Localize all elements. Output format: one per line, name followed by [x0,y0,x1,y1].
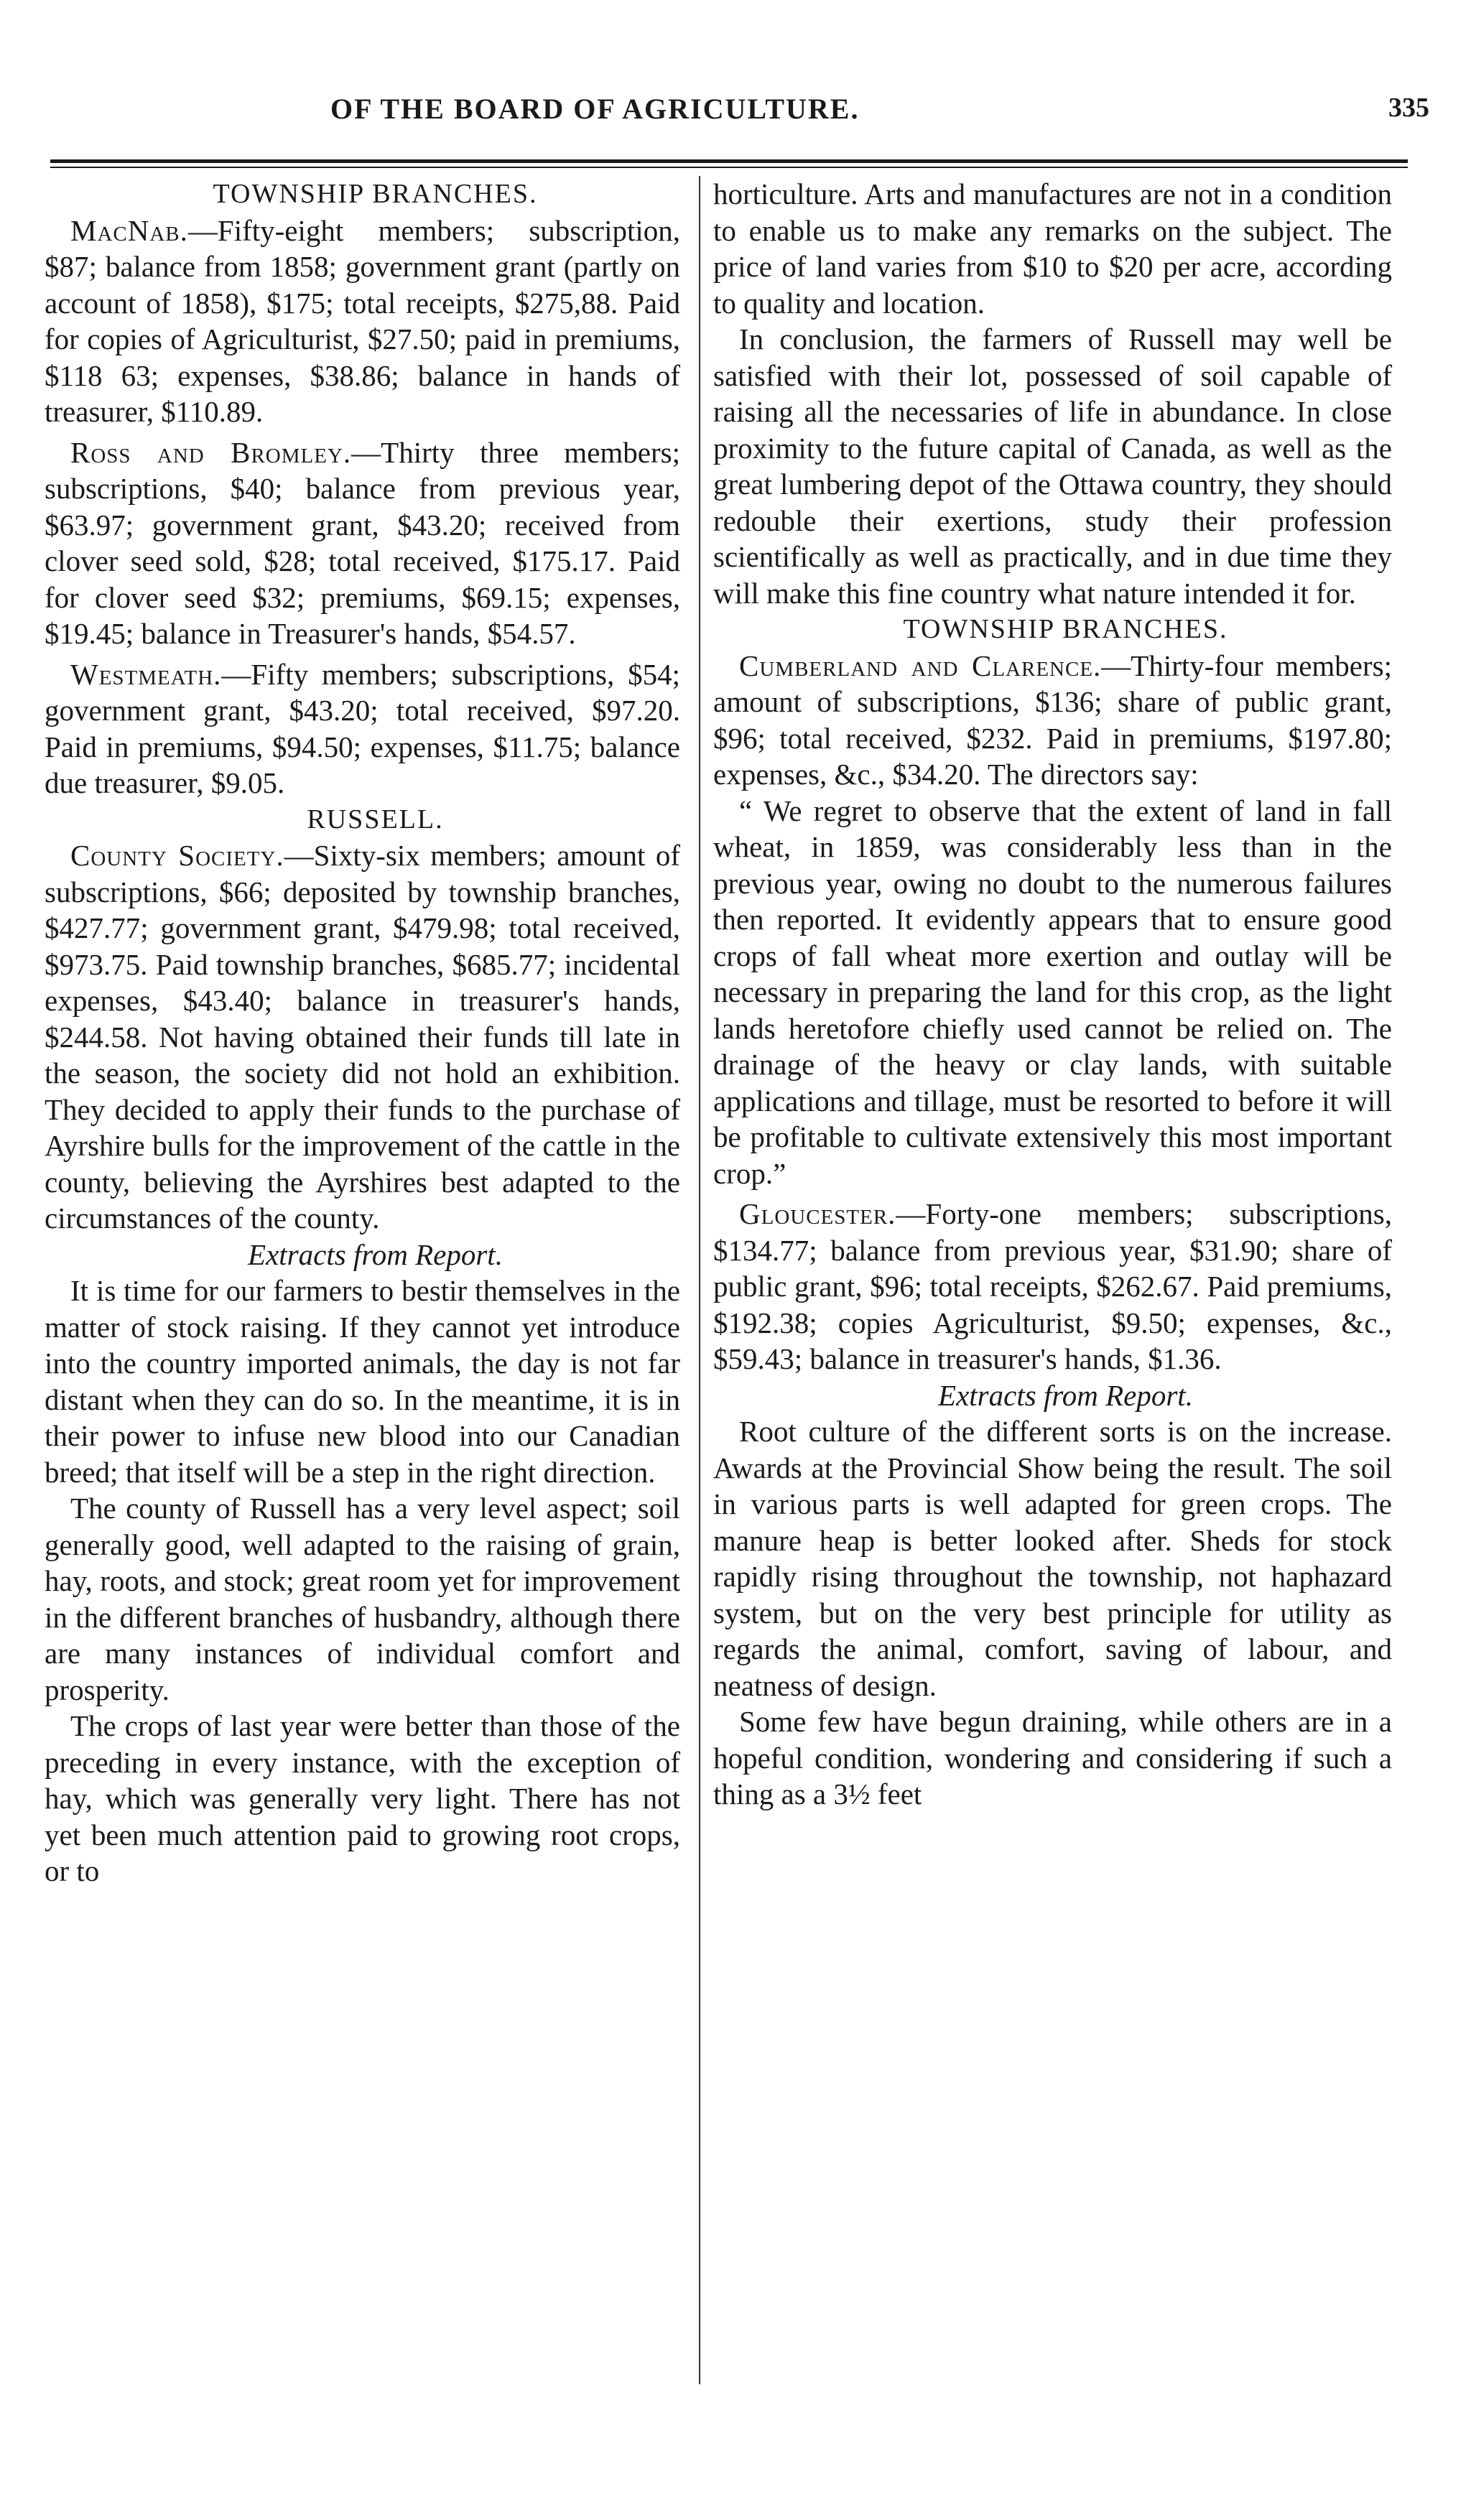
section-heading-township-branches: TOWNSHIP BRANCHES. [903,614,1228,644]
county-society-entry [45,837,680,1237]
ross-bromley-lead: Ross and Bromley. [70,435,352,469]
ross-bromley-entry [45,434,680,652]
section-heading-township-branches: TOWNSHIP BRANCHES. [213,179,538,209]
paragraph: It is time for our farmers to bestir themselves in the matter of stock raising. If they cannot yet introduce into the country imported animals, the day is not far distant when they can do so. In the meantime, it is in their power to infuse new blood into our Canadian breed; that itself will be a step in the right direction. [45,1274,680,1489]
county-society-text: —Sixty-six members; amount of subscriptions, $66; deposited by township branches, $427.77; government grant, $479.98; total received, $973.75. Paid township branches, $685.77; incidental expenses, $43.40; balance in treasurer's hands, $244.58. Not having obtained their funds till late in the season, the society did not hold an exhibition. They decided to apply their funds to the purchase of Ayrshire bulls for the improvement of the cattle in the county, believing the Ayrshires best adapted to the circumstances of the county. [45,839,680,1235]
macnab-text: —Fifty-eight members; subscription, $87; balance from 1858; government grant (partly on account of 1858), $175; total receipts, $275,88. Paid for copies of Agriculturist, $27.50; paid in premiums, $118 63; expenses, $38.86; balance in hands of treasurer, $110.89. [45,213,680,428]
running-title: OF THE BOARD OF AGRICULTURE. [330,93,860,125]
right-column [713,176,1392,1813]
paragraph: The crops of last year were better than those of the preceding in every instance, with the exception of hay, which was generally very light. There has not yet been much attention paid to growing root crops, or to [45,1709,680,1887]
macnab-entry [45,213,680,430]
page-number: 335 [1388,93,1429,123]
extracts-heading: Extracts from Report. [248,1237,503,1271]
gloucester-lead: Gloucester. [739,1197,896,1230]
gloucester-entry [713,1196,1392,1377]
column-divider [699,176,700,2384]
ross-bromley-text: —Thirty three members; subscriptions, $40; balance from previous year, $63.97; government grant, $43.20; received from clover seed sold, $28; total received, $175.17. Paid for clover seed $32; premiums, $69.15; expenses, $19.45; balance in Treasurer's hands, $54.57. [45,435,680,650]
paragraph-continued: horticulture. Arts and manufactures are not in a condition to enable us to make any remarks on the subject. The price of land varies from $10 to $20 per acre, according to quality and location. [713,177,1392,320]
section-heading-russell: RUSSELL. [307,804,444,834]
county-society-lead: County Society. [70,839,284,872]
left-column [45,176,680,1889]
paragraph: Root culture of the different sorts is on the increase. Awards at the Provincial Show being the result. The soil in various parts is well adapted for green crops. The manure heap is better looked after. Sheds for stock rapidly rising throughout the township, not haphazard system, but on the very best principle for utility as regards the animal, comfort, saving of labour, and neatness of design. [713,1415,1392,1702]
cumberland-clarence-entry [713,648,1392,793]
cumberland-clarence-text: —Thirty-four members; amount of subscriptions, $136; share of public grant, $96; total received, $232. Paid in premiums, $197.80; expenses, &c., $34.20. The directors say: [713,648,1392,791]
westmeath-lead: Westmeath. [70,657,222,691]
gloucester-text: —Forty-one members; subscriptions, $134.77; balance from previous year, $31.90; share of public grant, $96; total receipts, $262.67. Paid premiums, $192.38; copies Agriculturist, $9.50; expenses, &c., $59.43; balance in treasurer's hands, $1.36. [713,1197,1392,1375]
running-head [43,92,1429,135]
directors-quote: “ We regret to observe that the extent of land in fall wheat, in 1859, was considerably less than in the previous year, owing no doubt to the numerous failures then reported. It evidently appears that to ensure good crops of fall wheat more exertion and outlay will be necessary in preparing the land for this crop, as the light lands heretofore chiefly used cannot be relied on. The drainage of the heavy or clay lands, with suitable applications and tillage, must be resorted to before it will be profitable to cultivate extensively this most important crop.” [713,794,1392,1190]
header-rule [50,159,1408,163]
paragraph: In conclusion, the farmers of Russell may well be satisfied with their lot, possessed of soil capable of raising all the necessaries of life in abundance. In close proximity to the future capital of Canada, as well as the great lumbering depot of the Ottawa country, they should redouble their exertions, study their profession scientifically as well as practically, and in due time they will make this fine country what nature intended it for. [713,322,1392,610]
paragraph: The county of Russell has a very level aspect; soil generally good, well adapted to the raising of grain, hay, roots, and stock; great room yet for improvement in the different branches of husbandry, although there are many instances of individual comfort and prosperity. [45,1492,680,1706]
cumberland-clarence-lead: Cumberland and Clarence. [739,648,1102,682]
paragraph: Some few have begun draining, while others are in a hopeful condition, wondering and considering if such a thing as a 3½ feet [713,1705,1392,1810]
westmeath-text: —Fifty members; subscriptions, $54; government grant, $43.20; total received, $97.20. Paid in premiums, $94.50; expenses, $11.75; balance due treasurer, $9.05. [45,657,680,799]
macnab-lead: MacNab. [70,213,188,247]
westmeath-entry [45,656,680,801]
header-rule-thin [50,167,1408,168]
extracts-heading: Extracts from Report. [938,1378,1193,1412]
